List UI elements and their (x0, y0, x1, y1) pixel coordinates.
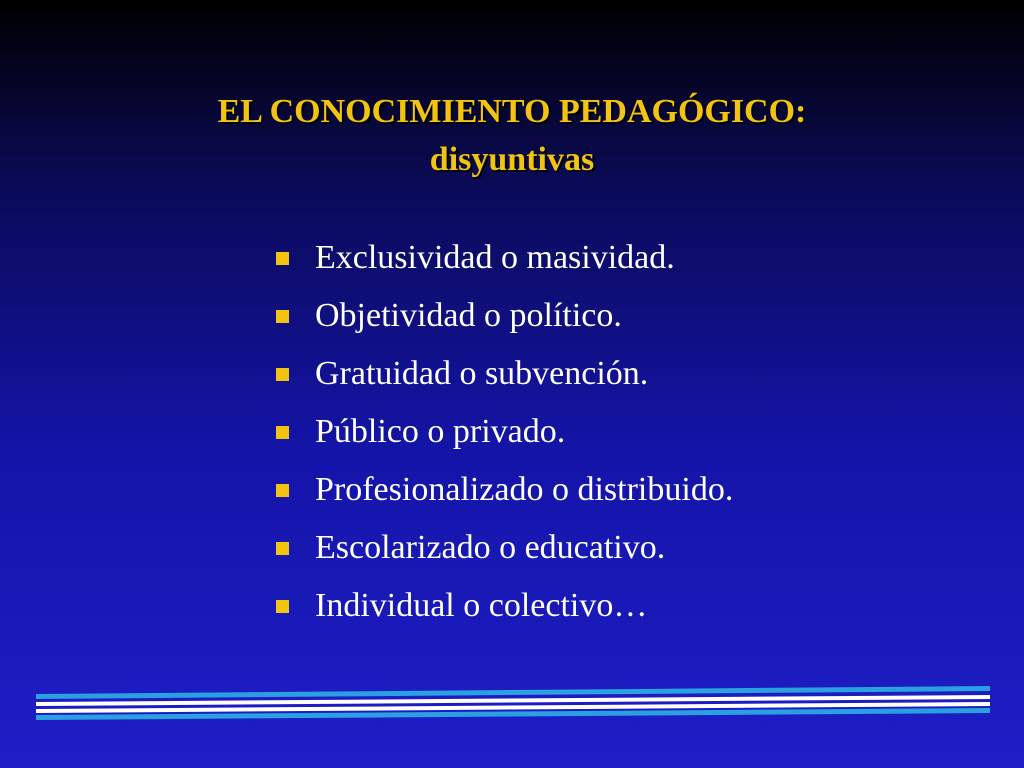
slide-title-line-1: EL CONOCIMIENTO PEDAGÓGICO: (217, 93, 807, 130)
bullet-text: Profesionalizado o distribuido. (315, 471, 734, 508)
square-bullet-icon (276, 484, 289, 497)
square-bullet-icon (276, 542, 289, 555)
bullet-text: Exclusividad o masividad. (315, 239, 675, 276)
bullet-text: Escolarizado o educativo. (315, 529, 666, 566)
slide-title-line-2: disyuntivas (429, 141, 595, 178)
bullet-item (272, 345, 733, 403)
decorative-lines (36, 682, 990, 722)
bullet-item (272, 287, 733, 345)
bullet-item (272, 403, 733, 461)
bullet-item (272, 229, 733, 287)
bullet-text: Individual o colectivo… (315, 587, 648, 624)
square-bullet-icon (276, 310, 289, 323)
square-bullet-icon (276, 426, 289, 439)
square-bullet-icon (276, 600, 289, 613)
bullet-item (272, 519, 733, 577)
bullet-list (272, 229, 733, 635)
bullet-item (272, 577, 733, 635)
square-bullet-icon (276, 368, 289, 381)
bullet-text: Gratuidad o subvención. (315, 355, 649, 392)
bullet-text: Público o privado. (315, 413, 566, 450)
bullet-text: Objetividad o político. (315, 297, 622, 334)
bullet-item (272, 461, 733, 519)
slide-title (0, 88, 1024, 184)
square-bullet-icon (276, 252, 289, 265)
